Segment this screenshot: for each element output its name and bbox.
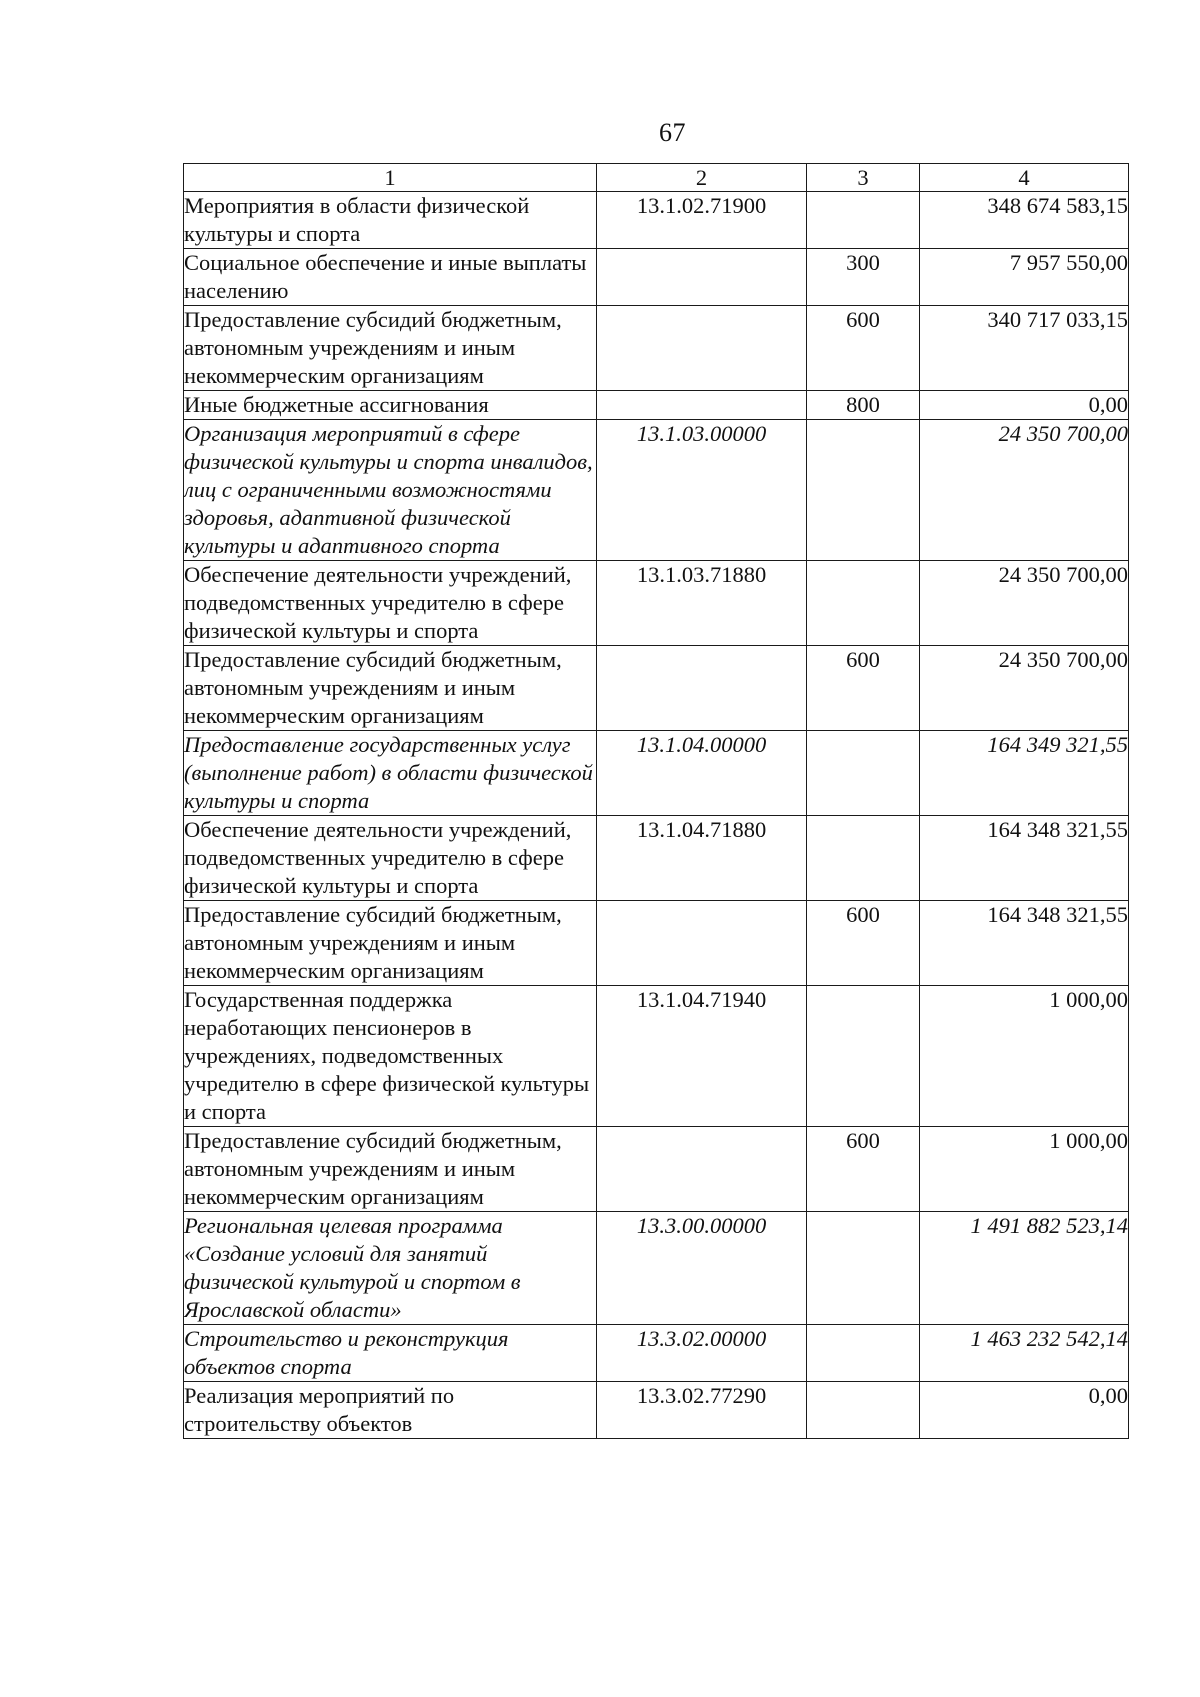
row-name-cell: Социальное обеспечение и иные выплаты населению — [184, 249, 597, 306]
row-name-cell: Строительство и реконструкция объектов спорта — [184, 1325, 597, 1382]
table-row — [184, 731, 1129, 816]
row-name-cell: Реализация мероприятий по строительству объектов — [184, 1382, 597, 1439]
row-name-cell: Предоставление государственных услуг (выполнение работ) в области физической культуры и спорта — [184, 731, 597, 816]
table-row — [184, 391, 1129, 420]
row-sum-cell: 1 463 232 542,14 — [920, 1325, 1129, 1382]
row-name-cell: Предоставление субсидий бюджетным, автономным учреждениям и иным некоммерческим организациям — [184, 646, 597, 731]
table-row — [184, 1127, 1129, 1212]
table-row — [184, 561, 1129, 646]
row-code-cell: 13.1.04.00000 — [597, 731, 807, 816]
row-type-cell — [807, 731, 920, 816]
row-name-cell: Предоставление субсидий бюджетным, автономным учреждениям и иным некоммерческим организациям — [184, 306, 597, 391]
row-sum-cell: 1 000,00 — [920, 1127, 1129, 1212]
row-name-cell: Государственная поддержка неработающих пенсионеров в учреждениях, подведомственных учредителю в сфере физической культуры и спорта — [184, 986, 597, 1127]
row-sum-cell: 1 000,00 — [920, 986, 1129, 1127]
row-type-cell — [807, 420, 920, 561]
row-sum-cell: 0,00 — [920, 1382, 1129, 1439]
row-sum-cell: 1 491 882 523,14 — [920, 1212, 1129, 1325]
column-header: 4 — [920, 164, 1129, 192]
row-code-cell — [597, 1127, 807, 1212]
table-row — [184, 1382, 1129, 1439]
row-code-cell: 13.3.02.00000 — [597, 1325, 807, 1382]
row-sum-cell: 0,00 — [920, 391, 1129, 420]
row-code-cell: 13.1.04.71940 — [597, 986, 807, 1127]
row-name-cell: Предоставление субсидий бюджетным, автономным учреждениям и иным некоммерческим организациям — [184, 1127, 597, 1212]
page-number: 67 — [659, 118, 686, 147]
row-type-cell — [807, 192, 920, 249]
table-header-row — [184, 164, 1129, 192]
row-code-cell — [597, 901, 807, 986]
row-code-cell: 13.1.03.00000 — [597, 420, 807, 561]
table-row — [184, 249, 1129, 306]
row-sum-cell: 24 350 700,00 — [920, 646, 1129, 731]
row-type-cell: 800 — [807, 391, 920, 420]
row-sum-cell: 340 717 033,15 — [920, 306, 1129, 391]
row-code-cell: 13.1.02.71900 — [597, 192, 807, 249]
row-sum-cell: 164 348 321,55 — [920, 816, 1129, 901]
row-name-cell: Предоставление субсидий бюджетным, автономным учреждениям и иным некоммерческим организациям — [184, 901, 597, 986]
row-sum-cell: 164 349 321,55 — [920, 731, 1129, 816]
column-header: 3 — [807, 164, 920, 192]
row-code-cell: 13.3.00.00000 — [597, 1212, 807, 1325]
row-type-cell — [807, 1325, 920, 1382]
table-row — [184, 646, 1129, 731]
table-row — [184, 192, 1129, 249]
row-code-cell: 13.1.03.71880 — [597, 561, 807, 646]
row-type-cell — [807, 816, 920, 901]
row-name-cell: Иные бюджетные ассигнования — [184, 391, 597, 420]
row-name-cell: Региональная целевая программа «Создание условий для занятий физической культурой и спортом в Ярославской области» — [184, 1212, 597, 1325]
row-code-cell — [597, 249, 807, 306]
row-type-cell: 300 — [807, 249, 920, 306]
row-sum-cell: 24 350 700,00 — [920, 420, 1129, 561]
table-row — [184, 306, 1129, 391]
row-type-cell — [807, 1212, 920, 1325]
row-code-cell — [597, 306, 807, 391]
row-code-cell — [597, 646, 807, 731]
row-name-cell: Мероприятия в области физической культуры и спорта — [184, 192, 597, 249]
row-type-cell: 600 — [807, 1127, 920, 1212]
row-name-cell: Организация мероприятий в сфере физической культуры и спорта инвалидов, лиц с ограниченными возможностями здоровья, адаптивной физической культуры и адаптивного спорта — [184, 420, 597, 561]
row-code-cell — [597, 391, 807, 420]
row-type-cell: 600 — [807, 901, 920, 986]
row-code-cell: 13.3.02.77290 — [597, 1382, 807, 1439]
row-sum-cell: 7 957 550,00 — [920, 249, 1129, 306]
row-type-cell — [807, 1382, 920, 1439]
row-type-cell — [807, 561, 920, 646]
table-row — [184, 901, 1129, 986]
row-code-cell: 13.1.04.71880 — [597, 816, 807, 901]
row-name-cell: Обеспечение деятельности учреждений, подведомственных учредителю в сфере физической культуры и спорта — [184, 816, 597, 901]
row-sum-cell: 164 348 321,55 — [920, 901, 1129, 986]
budget-table — [183, 163, 1129, 1439]
row-sum-cell: 348 674 583,15 — [920, 192, 1129, 249]
column-header: 2 — [597, 164, 807, 192]
row-type-cell — [807, 986, 920, 1127]
row-sum-cell: 24 350 700,00 — [920, 561, 1129, 646]
table-row — [184, 986, 1129, 1127]
table-row — [184, 420, 1129, 561]
table-row — [184, 1325, 1129, 1382]
table-row — [184, 1212, 1129, 1325]
table-row — [184, 816, 1129, 901]
row-type-cell: 600 — [807, 646, 920, 731]
row-type-cell: 600 — [807, 306, 920, 391]
row-name-cell: Обеспечение деятельности учреждений, подведомственных учредителю в сфере физической культуры и спорта — [184, 561, 597, 646]
column-header: 1 — [184, 164, 597, 192]
